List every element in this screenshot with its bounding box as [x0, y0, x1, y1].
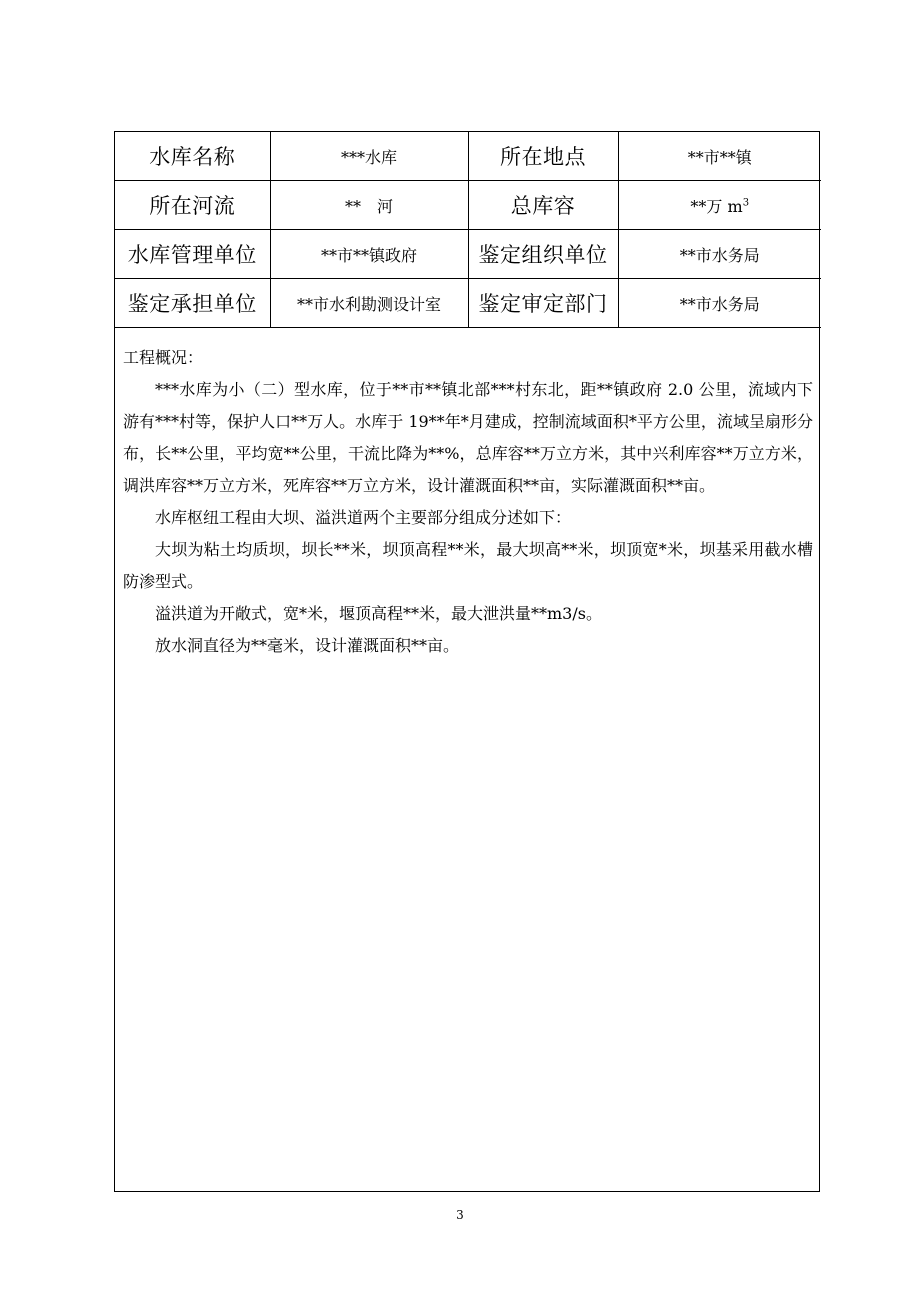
location-label: 所在地点 [468, 132, 618, 181]
reservoir-info-table [115, 132, 821, 328]
overview-paragraph: ***水库为小（二）型水库，位于**市**镇北部***村东北，距**镇政府 2.0 公里，流域内下游有***村等，保护人口**万人。水库于 19**年*月建成，控制流域面积*平方公里，流域呈扇形分布，长**公里，平均宽**公里，干流比降为**%，总库容**万立方米，其中兴利库容**万立方米，调洪库容**万立方米，死库容**万立方米，设计灌溉面积**亩，实际灌溉面积**亩。 [123, 380, 813, 495]
undertaking-unit-value: **市水利勘测设计室 [270, 279, 468, 328]
location-value: **市**镇 [618, 132, 821, 181]
river-value: ** 河 [270, 181, 468, 230]
review-department-label: 鉴定审定部门 [468, 279, 618, 328]
reservoir-form [114, 131, 820, 1192]
organizing-unit-value: **市水务局 [618, 230, 821, 279]
overview-paragraph: 溢洪道为开敞式，宽*米，堰顶高程**米，最大泄洪量**m3/s。 [155, 604, 602, 623]
table-row [115, 230, 821, 279]
organizing-unit-label: 鉴定组织单位 [468, 230, 618, 279]
total-capacity-text: **万 m [690, 196, 743, 216]
overview-paragraph: 水库枢纽工程由大坝、溢洪道两个主要部分组成分述如下： [155, 508, 572, 527]
table-row [115, 279, 821, 328]
reservoir-name-label: 水库名称 [115, 132, 270, 181]
river-label: 所在河流 [115, 181, 270, 230]
total-capacity-label: 总库容 [468, 181, 618, 230]
management-unit-label: 水库管理单位 [115, 230, 270, 279]
cubic-superscript: 3 [742, 197, 750, 209]
table-row [115, 181, 821, 230]
page-number: 3 [456, 1208, 464, 1222]
overview-paragraph: 放水洞直径为**毫米，设计灌溉面积**亩。 [155, 636, 460, 655]
overview-paragraph: 大坝为粘土均质坝，坝长**米，坝顶高程**米，最大坝高**米，坝顶宽*米，坝基采用截水槽防渗型式。 [123, 540, 813, 591]
undertaking-unit-label: 鉴定承担单位 [115, 279, 270, 328]
reservoir-name-value: ***水库 [270, 132, 468, 181]
overview-heading: 工程概况： [123, 348, 204, 367]
total-capacity-value [618, 181, 821, 230]
project-overview [115, 328, 819, 662]
management-unit-value: **市**镇政府 [270, 230, 468, 279]
table-row [115, 132, 821, 181]
review-department-value: **市水务局 [618, 279, 821, 328]
